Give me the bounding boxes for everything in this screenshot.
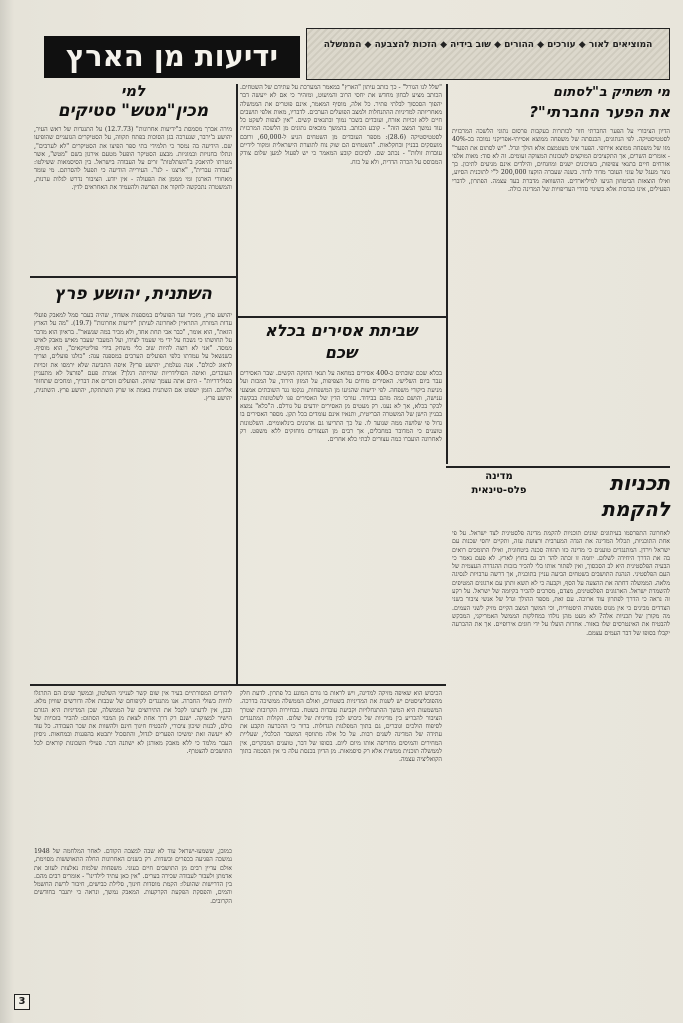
article-kicker: מי תשתיק ב"לסתום bbox=[553, 85, 670, 100]
article-lower bbox=[34, 690, 232, 840]
column-rule bbox=[236, 304, 238, 684]
column-rule bbox=[236, 84, 238, 304]
article-kicker: למי bbox=[120, 82, 146, 100]
article-body: בכלא שכם שובתים כ-400 אסירים במחאה על תנאי החזקה הקשים. שבר האסירים עבר ביום השלישי. האסירים מוחים על הצפיפות, על המזון הירוד, על המכות ועל מניעת ביקורי משפחה. לפי ידיעות שהגיעו מן המשפחות, ננקטו נגד השובתים אמצעי ענישה, והושם כמה מהם בבידוד. עורכי הדין של האסירים פנו לשלטונות בבקשה לבקר בכלא, אך לא נענו. רק מעטים מן האסירים יודעים על גורלם. ה"כלא" נמצא בבניין הישן של המשטרה הבריטית, ותנאיו אינם עומדים בכל תקן. מספר האסירים בו גדול פי שלושה ממה שנועד לו. על כך התריעו גם ארגונים בינלאומיים. השלטונות טוענים כי המדובר במחבלים, אך רבים מן העצורים מוחזקים ללא משפט. רק לאחרונה הועברו כמה עצורים לבתי כלא אחרים. bbox=[240, 370, 442, 444]
column-rule bbox=[446, 84, 448, 464]
section-banner: ידיעות מן הארץ bbox=[44, 36, 300, 78]
article-headline: השתנית, יהושע פרץ bbox=[54, 284, 212, 304]
article-body: "שלל לנו הגורל" - כך כותב עיתון "הארץ" במאמר המערכת על עתידם של השטחים. הכותב מציע לבחון מחדש את יחסי הרוב והמיעוט, ומזהיר כי אם לא ייעשה דבר יהפוך הסכסוך לבלתי פתיר. כל אלה, מוסיף המאמר, אינם פוטרים את הממשלה מאחריותה למדיניות ההתנחלות ולמצב הפועלים הערבים. לדבריו, מאות אלפי תושבים חיים ללא זכויות אזרח, ועובדים בשכר נמוך ובתנאים קשים. "אין לצפות לשקט כל עוד נמשך המצב הזה" - קובע הכותב. בהמשך מובאים נתונים מן הלשכה המרכזית לסטטיסטיקה (28.6): מספר העובדים מן השטחים הגיע ל-60,000, ורובם מועסקים בבניין ובחקלאות. "השטחים הם שוק נוח לתוצרת הישראלית ומקור לידיים עובדות זולות" - נכתב שם. לסיכום קובע המאמר כי יש לפעול למען שלום צודק המבוסס על הכרה הדדית, ולא על כוח. bbox=[240, 84, 442, 166]
article-policy bbox=[240, 690, 442, 1000]
article-headline: שביתת אסירים בכלא שכם bbox=[264, 321, 418, 362]
article-body: ליהודים המסורתיים בעיר אין שום קשר לענייני השלטון, ובמשך שנים הם התרגלו לחיות בשולי החברה. אנו מתנגדים לקיפוחם של שכבות אלה ודורשים שוויון מלא. ובכן, אין לדעתנו לקבל את התירוצים של הממשלה, שכן המדיניות היא הגורם הישיר למצוקה. ישנם רק דרך אחת לצאת מן המבוי הסתום: להכיר בזכויות של כולם, לבנות שיכון ציבורי, להבטיח חינוך חינם ולהשוות את שכר העבודה. כל עוד לא ייעשה זאת ימשיכו הפערים לגדול, והתסכול יתבטא בהפגנות ובמחאות. ניסיון העבר מלמד כי ללא מאבק מאורגן לא ישתנה דבר. פעילי השכונות קוראים לכל התושבים להצטרף. bbox=[34, 690, 232, 756]
article-body: לאחרונה התפרסמו בעיתונים שונים תוכניות להקמת מדינה פלסטינית לצד ישראל. על פי אחת התוכניות, תכלול המדינה את הגדה המערבית ורצועת עזה, ותקיים יחסי שכנות עם ישראל וירדן. המתנגדים טוענים כי מדינה כזו תהווה סכנה ביטחונית, ואילו התומכים רואים בה את הדרך היחידה לשלום. יוזמה זו זכתה להד רב גם בחוץ לארץ. לא פעם נאמר כי הבעיה הפלסטינית היא לב הסכסוך, ואין לפתור אותו בלי להכיר בזכות ההגדרה העצמית של העם הפלסטיני. הנהגת התושבים בשטחים הביעה עניין בתוכנית, אך דרשה ערבויות לנסיגה מלאה. הממשלה דחתה את ההצעה על הסף, וקבעה כי לא תשא ותתן עם ארגונים המטיפים להשמדת ישראל. הארגונים הפלסטינים, מצדם, מסרבים להכיר בקיומה של ישראל. על רקע זה נראה כי הדרך לפתרון עוד ארוכה. עם זאת, מספר ההולך וגדל של אנשי ציבור בשני הצדדים מבינים כי אין מנוס מפשרה היסטורית, וכי המשך המצב הקיים מזיק לשני העמים. מה מקורן של תכניות אלה? לא מעט מהן נולדו במחלקות הממשל האמריקני, המבקש להבטיח את האינטרסים שלו באזור. אחרות הועלו על ידי חוגים אירופיים. אך את ההכרעה יקבלו בסופו של דבר העמים עצמם. bbox=[452, 530, 670, 637]
article-body: יהושע פרץ, מזכיר ועד הפועלים במספנות אשדוד, שהיה בעבר סמל למאבק פועלי עדות המזרח, התראיין לאחרונה לעיתון "ידיעות אחרונות" (19.7). "מה על הארץ הזאת", הוא אומר, "כבר אבי תחת אחד, ולא מכיר במה שנשאר". בראיון הוא מדבר על תחושתו כי נשכח על ידי מי שעמד לצידו, ועל המעבר שעבר מאיש מאבק לאיש ממסד. "אני לא רוצה להיות שוב כלי משחק בידי פוליטיקאים", הוא מוסיף. כשנשאל על עמדתו כלפי הפועלים הערבים במספנה ענה: "כולנו פועלים, וצריך לדאוג לכולם". אנה נעלמת, יהושע פרץ? איפה התביעה שלא ירמסו את זכויות העובדים, ואיפה הסולידריות שהייתה דגלך? אמרת פעם "פורצל לא מתעניין בסולידריות" - היום אתה עצמך שותק. הפועלים זוכרים את דבריך, ומחכים שתחזור אליהם. הזמן ישפוט אם השתנית באמת או שרק השתתקת, יהושע פרץ. השתנית, יהושע פרץ. bbox=[34, 312, 232, 402]
article-sticker bbox=[34, 82, 232, 274]
section-rule bbox=[236, 316, 446, 318]
article-body: הדיון הציבורי על הפער החברתי חזר לכותרות בעקבות פרסום נתוני הלשכה המרכזית לסטטיסטיקה. לפי הנתונים, הכנסתה של משפחה ממוצא אסייתי-אפריקני נמוכה בכ-40% מזו של משפחה ממוצא אירופי. הפער אינו מצטמצם אלא הולך וגדל. "יש לסתום את הפער" - אומרים השרים, אך התקציבים המוקצים לשכונות המצוקה זעומים. זה לא סוד: מאות אלפי אזרחים חיים בתנאי צפיפות, בשיכונים ישנים ומוזנחים, והילדים אינם מגיעים לתיכון. כך נוצר מעגל של עוני העובר מדור לדור. בשנה שעברה הוקצו 200,000 ל"י לתוכנית הסיוע, ואילו הוצאות הביטחון הגיעו למיליארדים. ההשוואה מדברת בעד עצמה. הפתרון, לדברי הפעילים, אינו בנדבות אלא בשינוי סדרי העדיפויות של המדינה כולה. bbox=[452, 128, 670, 194]
article-homeland bbox=[240, 84, 442, 312]
article-body: מירה אברך מסמסת ב"ידיעות אחרונות" (12.7.73) על התנגדות של ראש העיר, יהושע ב'ירבר, שנערכה בגן הסוכות בפתח תקווה, על הסטיקרים הגזעניים שהופיעו שם. הידיעה בה נמסר כי תלמידי בתי ספר הפיצו את הסטיקרים "לא לערבים", ונתלו בחנויות ובמוניות. מבצע הסטיקר הופעל מטעם אירגון בשם "מטש", אשר מטרתו להיאבק ב"השתלטות" זרים על העבודה בישראל. בין הסיסמאות ששילטו: "עבודה עברית", "ארצנו - לנו". העירייה הודיעה כי תפעל להסרתם. מי עומד מאחורי הארגון ומי מממן את הפעולה - אין יודע. הציבור נדרש לגלות ערנות, והמשטרה נתבקשה לחקור את הפרשה ולהעמיד את האחראים לדין. bbox=[34, 126, 232, 192]
article-prisoners bbox=[240, 320, 442, 680]
article-headline: את הפער החברתי"? bbox=[529, 103, 670, 121]
article-body: הכיבוש הוא שאיפה מזיקה למדינה, ויש לראות בו גורם המונע כל פתרון. לדעת חלק מהפובליציסטים יש לשנות את המדיניות בשטחים, ואולם הממשלה ממשיכה בדרכה. המשמעות היא המשך ההתנחלויות וקביעת עובדות בשטח. בבחירות הקרובות יצטרך הציבור להכריע בין מדיניות של כיבוש לבין מדיניות של שלום. הקולות המתנגדים לסיפוח הולכים וגוברים, גם בתוך המפלגות הגדולות. ברור כי ההכרעה תקבע את עתידה של המדינה לשנים רבות. על כל אלה מתווסף המשבר הכלכלי, שעליית המחירים והמיסים מחריפה אותו מיום ליום. בסופו של דבר, טוענים המבקרים, אין לממשלה תוכנית ממשית אלא רק סיסמאות. מן הדיון בכנסת עלה כי אין הסכמה בתוך הקואליציה עצמה. bbox=[240, 690, 442, 764]
article-kicker: מדינה פלס-טינאית bbox=[471, 471, 527, 496]
article-plans bbox=[452, 470, 670, 1010]
article-headline: מכין"מטש" סטיקים bbox=[57, 101, 209, 121]
article-headline: תכניות להקמת bbox=[601, 471, 670, 521]
section-rule bbox=[30, 276, 236, 278]
page-number: 3 bbox=[14, 994, 30, 1010]
article-peretz bbox=[34, 282, 232, 694]
article-body: כמובן, ששמעו-ישראל עוד לא שבה למצבה הקודם. לאחר המלחמה של 1948 נמשכה הפגיעה בכפרים ובשדות. רק בשנים האחרונות החלה התאוששות מסוימת, אולם עדיין רבים מן התושבים חיים בעוני. משפחות שלמות נאלצות לעזוב את אדמתן ולעבור לעבודה שכירה בערים. "אין כאן עתיד לילדינו" - אומרים רבים מהם. בין הדרישות שהועלו: הקמת מוסדות חינוך, סלילת כבישים, חיבור לרשת החשמל והמים, והפסקת הפקעת הקרקעות. המאבק נמשך, ונראה כי יתגבר בחודשים הקרובים. bbox=[34, 848, 232, 905]
article-gap bbox=[452, 84, 670, 464]
article-lower-2 bbox=[34, 848, 232, 998]
masthead-graphic: המוציאים לאור ◆ עורכים ◆ ההורים ◆ שוב בידיה ◆ הזכות להצבעה ◆ הממשלה bbox=[306, 28, 670, 80]
section-rule bbox=[446, 466, 670, 468]
